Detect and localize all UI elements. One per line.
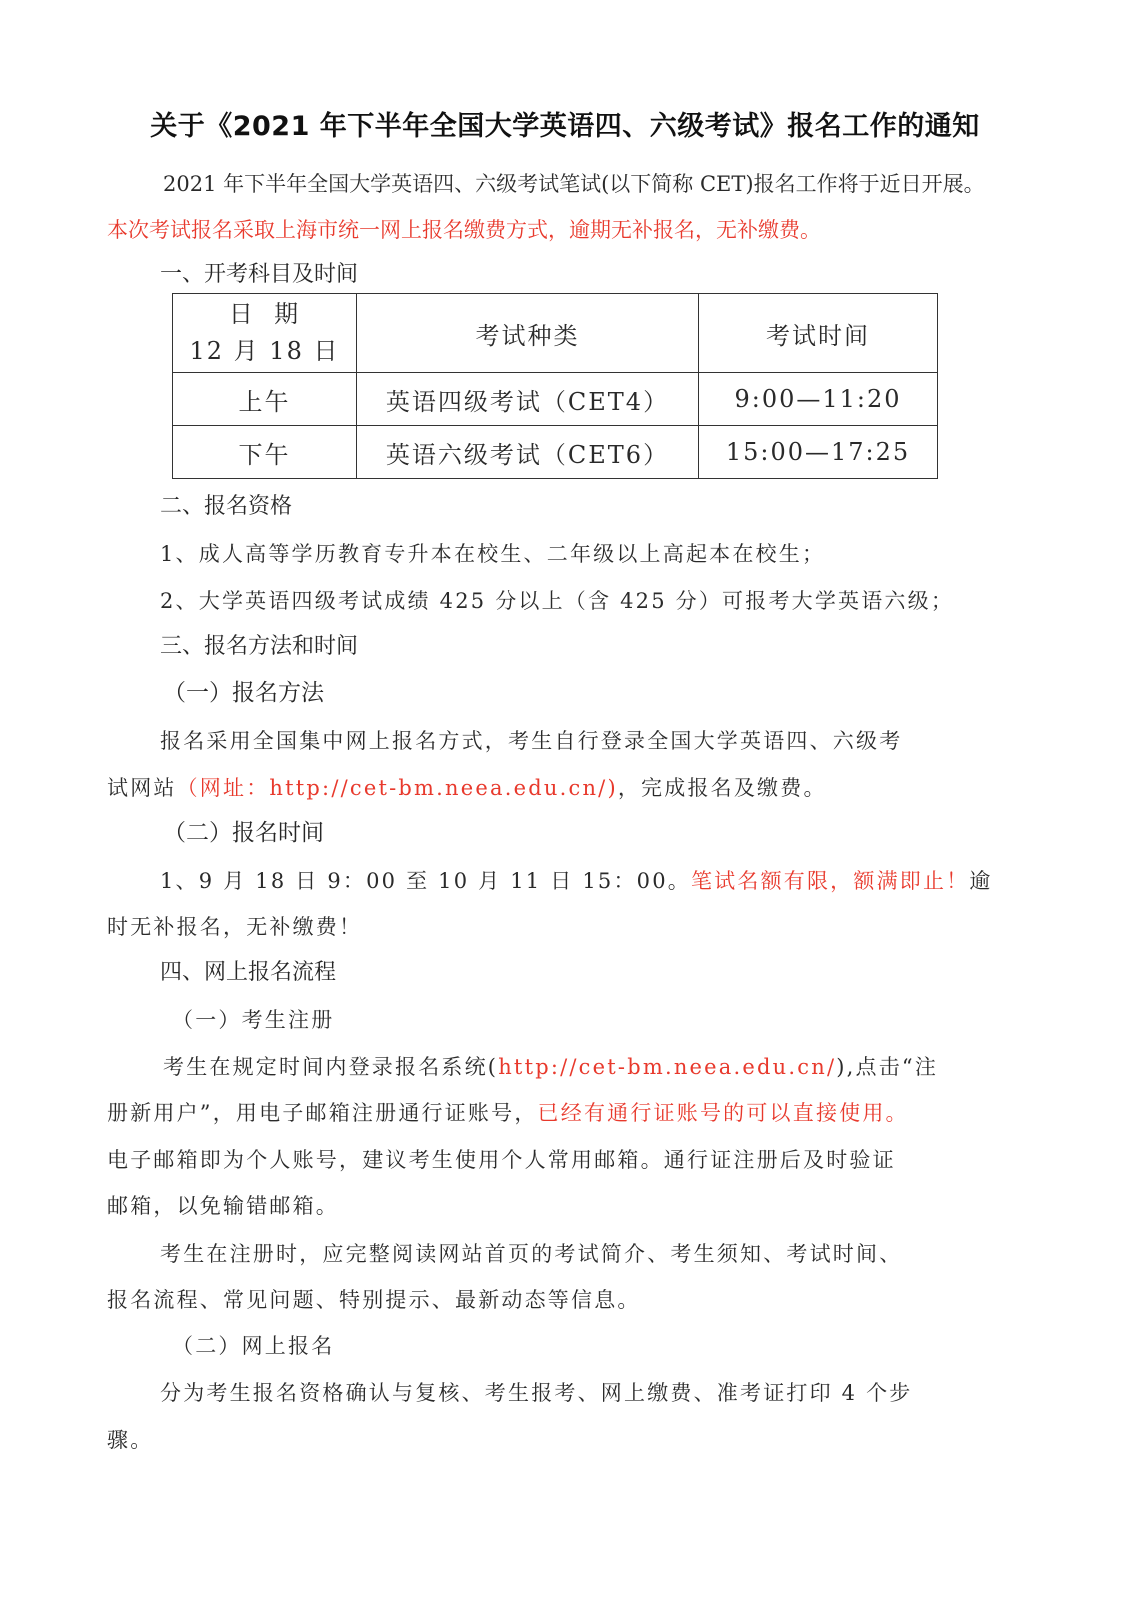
table-cell-time: 15:00—17:25 — [699, 426, 938, 479]
table-header-row — [173, 294, 938, 373]
section-2-heading: 二、报名资格 — [160, 494, 293, 519]
table-type-header: 考试种类 — [357, 294, 699, 373]
section-4-sub-2-heading: （二）网上报名 — [172, 1334, 335, 1358]
time-line-2: 时无补报名，无补缴费！ — [107, 915, 363, 939]
table-row — [173, 373, 938, 426]
table-date-header — [173, 294, 357, 373]
table-cell-exam: 英语四级考试（CET4） — [357, 373, 699, 426]
date-value: 12 月 18 日 — [189, 337, 340, 365]
system-url: http://cet-bm.neea.edu.cn/ — [498, 1055, 837, 1079]
register-line-4: 邮箱，以免输错邮箱。 — [107, 1194, 339, 1218]
online-steps-line-1: 分为考生报名资格确认与复核、考生报考、网上缴费、准考证打印 4 个步 — [160, 1381, 913, 1405]
register-line-1 — [163, 1052, 938, 1082]
section-3-heading: 三、报名方法和时间 — [160, 634, 359, 659]
time-line-1 — [160, 866, 993, 896]
eligibility-item: 2、大学英语四级考试成绩 425 分以上（含 425 分）可报考大学英语六级； — [160, 589, 955, 613]
existing-account-note: 已经有通行证账号的可以直接使用。 — [537, 1101, 909, 1125]
register-line-3: 电子邮箱即为个人账号，建议考生使用个人常用邮箱。通行证注册后及时验证 — [107, 1148, 896, 1172]
intro-line-2-red: 本次考试报名采取上海市统一网上报名缴费方式，逾期无补报名，无补缴费。 — [107, 218, 821, 242]
page-title: 关于《2021 年下半年全国大学英语四、六级考试》报名工作的通知 — [150, 111, 980, 142]
section-3-sub-2-heading: （二）报名时间 — [163, 820, 324, 846]
table-time-header: 考试时间 — [699, 294, 938, 373]
online-steps-line-2: 骤。 — [107, 1428, 154, 1452]
table-cell-exam: 英语六级考试（CET6） — [357, 426, 699, 479]
table-cell-time: 9:00—11:20 — [699, 373, 938, 426]
register-note-line-2: 报名流程、常见问题、特别提示、最新动态等信息。 — [107, 1288, 641, 1312]
section-4-sub-1-heading: （一）考生注册 — [172, 1008, 335, 1032]
section-1-heading: 一、开考科目及时间 — [160, 262, 359, 287]
table-cell-period: 下午 — [173, 426, 357, 479]
method-line-2-pre: 试网站 — [107, 776, 177, 800]
section-4-heading: 四、网上报名流程 — [160, 960, 337, 985]
date-label: 日 期 — [228, 300, 301, 328]
method-line-1: 报名采用全国集中网上报名方式，考生自行登录全国大学英语四、六级考 — [160, 729, 903, 753]
method-line-2 — [107, 773, 827, 803]
eligibility-item: 1、成人高等学历教育专升本在校生、二年级以上高起本在校生； — [160, 542, 826, 566]
table-row — [173, 426, 938, 479]
time-line-1-post: 逾 — [969, 869, 993, 893]
intro-line-1: 2021 年下半年全国大学英语四、六级考试笔试(以下简称 CET)报名工作将于近日开展。 — [163, 172, 985, 196]
register-note-line-1: 考生在注册时，应完整阅读网站首页的考试简介、考生须知、考试时间、 — [160, 1242, 903, 1266]
register-line-2-pre: 册新用户”，用电子邮箱注册通行证账号， — [107, 1101, 538, 1125]
registration-url: （网址：http://cet-bm.neea.edu.cn/) — [176, 776, 618, 800]
table-cell-period: 上午 — [173, 373, 357, 426]
register-line-1-pre: 考生在规定时间内登录报名系统( — [163, 1055, 499, 1079]
section-3-sub-1-heading: （一）报名方法 — [163, 680, 324, 706]
quota-warning: 笔试名额有限，额满即止！ — [690, 869, 970, 893]
register-line-1-post: ),点击“注 — [836, 1055, 939, 1079]
method-line-2-post: ，完成报名及缴费。 — [617, 776, 827, 800]
time-line-1-pre: 1、9 月 18 日 9：00 至 10 月 11 日 15：00。 — [160, 869, 691, 893]
exam-schedule-table — [172, 293, 938, 479]
register-line-2 — [107, 1098, 909, 1128]
